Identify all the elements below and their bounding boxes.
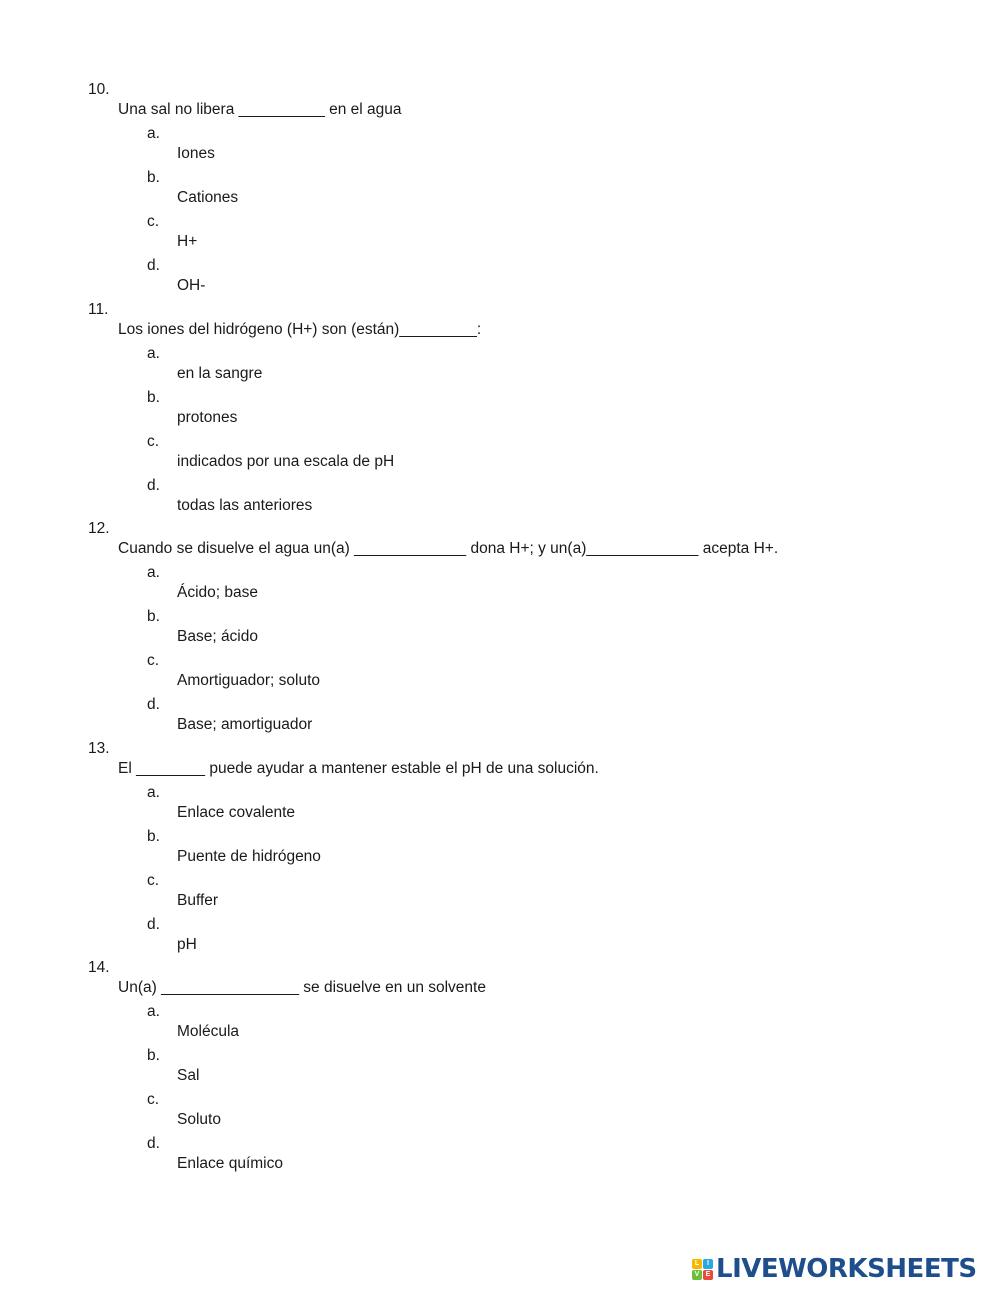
question-number: 11.: [88, 301, 109, 318]
option-text: indicados por una escala de pH: [177, 453, 395, 470]
question-text: Los iones del hidrógeno (H+) son (están)_________:: [118, 321, 482, 338]
option-text: Enlace covalente: [177, 804, 296, 821]
option-letter: d.: [147, 696, 160, 713]
liveworksheets-logo-icon: L I V E: [692, 1259, 713, 1280]
option-13-d[interactable]: [0, 895, 197, 953]
question-number: 12.: [88, 520, 110, 537]
option-letter: b.: [147, 169, 160, 186]
option-letter: a.: [147, 784, 160, 801]
option-text: pH: [177, 936, 197, 953]
option-text: todas las anteriores: [177, 497, 313, 514]
option-10-b[interactable]: [0, 148, 239, 206]
question-text: Cuando se disuelve el agua un(a) _____________ dona H+; y un(a)_____________ acepta H+.: [118, 540, 779, 557]
option-text: OH-: [177, 277, 206, 294]
option-13-c[interactable]: [0, 851, 219, 909]
option-11-a[interactable]: [0, 324, 263, 382]
option-text: Puente de hidrógeno: [177, 848, 321, 865]
question-text: El ________ puede ayudar a mantener estable el pH de una solución.: [118, 760, 599, 777]
option-letter: d.: [147, 257, 160, 274]
option-letter: c.: [147, 1091, 160, 1108]
option-text: Iones: [177, 145, 215, 162]
option-12-a[interactable]: [0, 543, 258, 601]
option-text: protones: [177, 409, 238, 426]
option-letter: c.: [147, 872, 160, 889]
option-text: Ácido; base: [177, 584, 258, 601]
option-10-d[interactable]: [0, 236, 206, 294]
option-letter: c.: [147, 433, 160, 450]
option-text: Soluto: [177, 1111, 221, 1128]
option-text: H+: [177, 233, 198, 250]
option-text: Sal: [177, 1067, 200, 1084]
question-number: 13.: [88, 740, 110, 757]
option-letter: a.: [147, 1003, 160, 1020]
option-letter: b.: [147, 828, 160, 845]
question-text: Un(a) ________________ se disuelve en un solvente: [118, 979, 486, 996]
option-letter: d.: [147, 1135, 160, 1152]
option-letter: c.: [147, 652, 160, 669]
option-letter: d.: [147, 477, 160, 494]
option-14-a[interactable]: [0, 982, 240, 1040]
option-10-c[interactable]: [0, 192, 198, 250]
question-number: 10.: [88, 81, 110, 98]
option-letter: b.: [147, 1047, 160, 1064]
question-11: [0, 280, 482, 338]
option-text: Molécula: [177, 1023, 240, 1040]
question-10: [0, 60, 402, 118]
option-text: Cationes: [177, 189, 239, 206]
option-letter: d.: [147, 916, 160, 933]
question-number: 14.: [88, 959, 110, 976]
option-letter: a.: [147, 564, 160, 581]
option-letter: b.: [147, 608, 160, 625]
option-text: Enlace químico: [177, 1155, 283, 1172]
option-14-b[interactable]: [0, 1026, 200, 1084]
option-10-a[interactable]: [0, 104, 215, 162]
option-text: Buffer: [177, 892, 219, 909]
option-13-a[interactable]: [0, 763, 296, 821]
option-text: Amortiguador; soluto: [177, 672, 321, 689]
option-text: Base; ácido: [177, 628, 258, 645]
option-letter: a.: [147, 345, 160, 362]
option-letter: b.: [147, 389, 160, 406]
question-text: Una sal no libera __________ en el agua: [118, 101, 402, 118]
brand-name: LIVEWORKSHEETS: [716, 1254, 977, 1284]
option-text: en la sangre: [177, 365, 263, 382]
option-letter: c.: [147, 213, 160, 230]
liveworksheets-logo[interactable]: [692, 1254, 977, 1284]
option-letter: a.: [147, 125, 160, 142]
option-text: Base; amortiguador: [177, 716, 313, 733]
